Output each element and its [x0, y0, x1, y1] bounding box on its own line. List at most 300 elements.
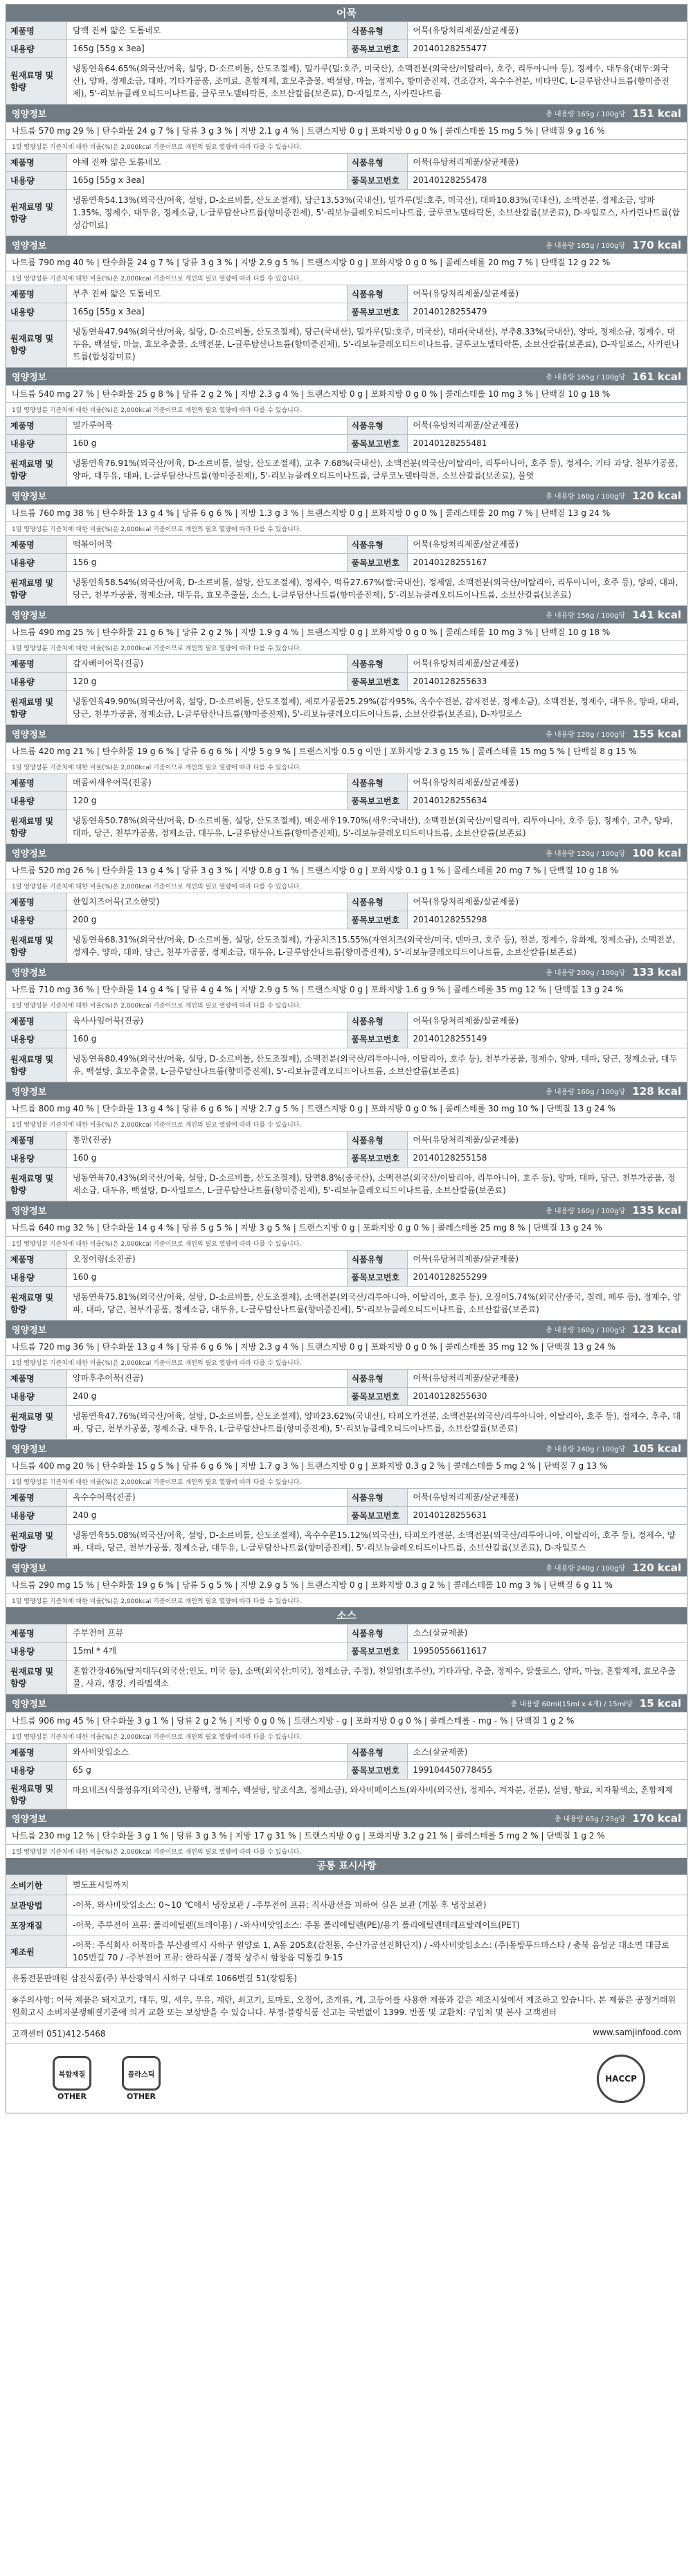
- content-row: [6, 672, 687, 690]
- common-value: -어묵: 주식회사 어묵마을 부산광역시 사하구 원양로 1, A동 205호(감천동, 수산가공선진화단지) / -와사비맛입소스: (주)동방푸드마스타 / 충북 음성군 대소면 대금로 105번길 70 / -주부전어 프뮤: 한라식품 / 경북 상주시 함창읍 덕통길 9-15: [73, 1940, 669, 1962]
- product-label: 제품명: [6, 154, 67, 171]
- content-row: [6, 1761, 687, 1779]
- ingredients-text: 냉동연육47.76%(외국산/어육, 설탕, D-소르비톨, 산도조절제), 양파23.62%(국내산), 타피오카전분, 소맥전분(외국산/리투아니아, 이탈리아, 호주 등), 정제수, 후추, 대파, 당근, 천부가공품, 정제소금, 대두유, L-글루탐산나트륨(향미증진제), 5'-리보뉴클레오티드이나트륨, 소브산칼륨(보존료): [73, 1411, 681, 1433]
- ingredients-text: 냉동연육76.91%(외국산/어육, D-소르비톨, 설탕, 산도조절제), 고추 7.68%(국내산), 소맥전분(외국산/이탈리아, 리투아니아, 호주 등), 정제수, 기타 과당, 천부가공품, 양파, 대두유, 대파, L-글루탐산나트륨(향미증진제), 5'-리보뉴클레오티드이나트륨, 글루코노델타락톤, 소브산칼륨(보존료), 물엿: [73, 458, 678, 481]
- product-label: 제품명: [6, 1744, 67, 1761]
- common-label: 포장재질: [6, 1915, 67, 1935]
- ingredients-row: [6, 690, 687, 724]
- notice-text: ※주의사항: 어묵 제품은 돼지고기, 대두, 밀, 새우, 우유, 계란, 쇠고기, 토마토, 오징어, 조개류, 게, 고등어를 사용한 제품과 같은 제조시설에서 제조하고 있습니다. 본 제품은 공정거래위원회고시 소비자분쟁해결기준에 의거 교환 또는 보상받을 수 있습니다. 부정·불량식품 신고는 국번없이 1399. 반품 및 교환처: 구입처 및 본사 고객센터: [6, 1989, 687, 2023]
- product-row: [6, 893, 687, 911]
- content-row: [6, 1149, 687, 1167]
- nutrition-note: 1일 영양성분 기준치에 대한 비율(%)은 2,000kcal 기준이므로 개인의 필요 열량에 따라 다를 수 있습니다.: [6, 402, 687, 416]
- content-label: 내용량: [6, 435, 67, 452]
- ingredients-row: [6, 57, 687, 104]
- product-row: [6, 773, 687, 791]
- product-row: [6, 1012, 687, 1030]
- product-type: 어묵(유탕처리제품/살균제품): [413, 289, 519, 298]
- type-label: 식품유형: [347, 417, 408, 434]
- nutrition-note: 1일 영양성분 기준치에 대한 비율(%)은 2,000kcal 기준이므로 개인의 필요 열량에 따라 다를 수 있습니다.: [6, 521, 687, 535]
- nutrition-values: 나트륨 570 mg 29 % | 탄수화물 24 g 7 % | 당류 3 g 3 % | 지방 2.1 g 4 % | 트랜스지방 0 g | 포화지방 0 g 0 % | 콜레스테롤 15 mg 5 % | 단백질 9 g 16 %: [6, 122, 687, 139]
- haccp-icon: HACCP: [597, 2055, 645, 2103]
- product-report: 20140128255298: [413, 915, 487, 924]
- ingredients-text: 냉동연육68.31%(외국산/어육, D-소르비톨, 설탕, 산도조절제), 가공치즈15.55%(자연치즈(외국산/미국, 덴마크, 호주 등), 전분, 정제수, 유화제, 정제소금), 소맥전분, 정제수, 양파, 대파, 당근, 천부가공품, 정제소금, 대두유, L-글루탐산나트륨(향미증진제), 5'-리보뉴클레오티드이나트륨, 소브산칼륨(보존료): [73, 935, 676, 957]
- product-row: [6, 1488, 687, 1506]
- product-type: 어묵(유탕처리제품/살균제품): [413, 420, 519, 430]
- nutrition-values: 나트륨 420 mg 21 % | 탄수화물 19 g 6 % | 당류 6 g 6 % | 지방 5 g 9 % | 트랜스지방 0.5 g 이만 | 포화지방 2.3 g 15 % | 콜레스테롤 15 mg 5 % | 단백질 8 g 15 %: [6, 742, 687, 760]
- product-report: 20140128255299: [413, 1272, 487, 1282]
- product-type: 어묵(유탕처리제품/살균제품): [413, 1254, 519, 1264]
- ingredients-label: 원재료명 및 함량: [6, 691, 67, 724]
- nutrition-values: 나트륨 720 mg 36 % | 탄수화물 13 g 4 % | 당류 6 g 6 % | 지방 2.3 g 4 % | 트랜스지방 0 g | 포화지방 0 g 0 % | 콜레스테롤 35 mg 12 % | 단백질 13 g 24 %: [6, 1338, 687, 1355]
- sauce-section-title: 소스: [6, 1607, 687, 1624]
- ingredients-row: [6, 1405, 687, 1439]
- content-row: [6, 1268, 687, 1286]
- nutrition-title: 영양정보: [12, 611, 47, 621]
- product-name: 부추 진짜 얇은 도톰네모: [73, 289, 161, 298]
- content-label: 내용량: [6, 303, 67, 321]
- type-label: 식품유형: [347, 1625, 408, 1642]
- common-label: 제조원: [6, 1935, 67, 1967]
- nutrition-kcal: 133 kcal: [632, 965, 681, 978]
- nutrition-values: 나트륨 490 mg 25 % | 탄수화물 21 g 6 % | 당류 2 g 2 % | 지방 1.9 g 4 % | 트랜스지방 0 g | 포화지방 0 g 0 % | 콜레스테롤 10 mg 3 % | 단백질 10 g 18 %: [6, 623, 687, 641]
- content-row: [6, 303, 687, 321]
- product-name: 주부전어 프뮤: [73, 1628, 124, 1638]
- content-row: [6, 1506, 687, 1524]
- common-value: -어묵, 와사비맛입소스: 0~10 ℃에서 냉장보관 / -주부전어 프뮤: 직사광선을 피하여 실온 보관 (개봉 후 냉장보관): [73, 1900, 487, 1910]
- ingredients-row: [6, 189, 687, 235]
- nutrition-basis: 총 내용량 240g / 100g당: [546, 1565, 626, 1573]
- content-label: 내용량: [6, 1150, 67, 1167]
- nutrition-header: [6, 1809, 687, 1827]
- product-block: [6, 1743, 687, 1858]
- nutrition-values: 나트륨 400 mg 20 % | 탄수화물 15 g 5 % | 당류 6 g 6 % | 지방 1.7 g 3 % | 트랜스지방 0 g | 포화지방 0.3 g 2 % | 콜레스테롤 5 mg 2 % | 단백질 7 g 13 %: [6, 1457, 687, 1474]
- product-type: 어묵(유탕처리제품/살균제품): [413, 778, 519, 787]
- nutrition-title: 영양정보: [12, 1814, 47, 1825]
- product-label: 제품명: [6, 536, 67, 553]
- ingredients-label: 원재료명 및 함량: [6, 58, 67, 104]
- report-label: 품목보고번호: [347, 554, 408, 571]
- product-row: [6, 1743, 687, 1761]
- product-report: 20140128255634: [413, 796, 487, 805]
- report-label: 품목보고번호: [347, 1388, 408, 1405]
- report-label: 품목보고번호: [347, 1150, 408, 1167]
- nutrition-title: 영양정보: [12, 849, 47, 859]
- product-block: [6, 535, 687, 654]
- product-report: 20140128255481: [413, 438, 487, 448]
- nutrition-kcal: 105 kcal: [632, 1442, 681, 1455]
- content-row: [6, 171, 687, 189]
- product-content: 120 g: [73, 677, 97, 686]
- nutrition-basis: 총 내용량 60ml(15ml x 4개) / 15ml당: [510, 1701, 633, 1708]
- content-row: [6, 39, 687, 57]
- nutrition-basis: 총 내용량 65g / 25g당: [554, 1816, 626, 1823]
- nutrition-values: 나트륨 790 mg 40 % | 탄수화물 24 g 7 % | 당류 3 g 3 % | 지방 2.9 g 5 % | 트랜스지방 0 g | 포화지방 0 g 0 % | 콜레스테롤 20 mg 7 % | 단백질 12 g 22 %: [6, 253, 687, 271]
- ingredients-label: 원재료명 및 함량: [6, 1048, 67, 1082]
- type-label: 식품유형: [347, 893, 408, 911]
- product-content: 160 g: [73, 1153, 97, 1163]
- product-type: 어묵(유탕처리제품/살균제품): [413, 1373, 519, 1383]
- nutrition-values: 나트륨 760 mg 38 % | 탄수화물 13 g 4 % | 당류 6 g 6 % | 지방 1.3 g 3 % | 트랜스지방 0 g | 포화지방 0 g 0 % | 콜레스테롤 20 mg 7 % | 단백질 13 g 24 %: [6, 504, 687, 521]
- nutrition-header: [6, 843, 687, 861]
- ingredients-text: 냉동연육75.81%(외국산/어육, 설탕, D-소르비톨, 산도조절제), 소맥전분(외국산/리투아니아, 이탈리아, 호주 등), 오징어5.74%(외국산/중국, 칠레, 페루 등), 정제수, 양파, 대파, 당근, 천부가공품, 정제소금, 대두유, L-글루탐산나트륨(향미증진제), 5'-리보뉴클레오티드이나트륨, 소브산칼륨(보존료): [73, 1292, 681, 1314]
- recycle-icon: 플라스틱 OTHER: [117, 2056, 165, 2101]
- product-block: [6, 1131, 687, 1250]
- content-row: [6, 1642, 687, 1660]
- nutrition-note: 1일 영양성분 기준치에 대한 비율(%)은 2,000kcal 기준이므로 개인의 필요 열량에 따라 다를 수 있습니다.: [6, 1117, 687, 1131]
- product-block: [6, 1369, 687, 1488]
- product-content: 165g [55g x 3ea]: [73, 307, 145, 316]
- product-report: 20140128255631: [413, 1510, 487, 1520]
- nutrition-kcal: 170 kcal: [632, 1812, 681, 1825]
- nutrition-title: 영양정보: [12, 1699, 47, 1710]
- nutrition-header: [6, 367, 687, 385]
- nutrition-kcal: 100 kcal: [632, 846, 681, 859]
- content-label: 내용량: [6, 911, 67, 929]
- product-type: 소스(살균제품): [413, 1747, 468, 1757]
- product-label: 제품명: [6, 1132, 67, 1149]
- nutrition-note: 1일 영양성분 기준치에 대한 비율(%)은 2,000kcal 기준이므로 개인의 필요 열량에 따라 다를 수 있습니다.: [6, 271, 687, 285]
- report-label: 품목보고번호: [347, 1030, 408, 1048]
- common-row: [6, 1915, 687, 1935]
- product-type: 어묵(유탕처리제품/살균제품): [413, 1492, 519, 1502]
- content-label: 내용량: [6, 554, 67, 571]
- product-block: [6, 21, 687, 153]
- content-row: [6, 911, 687, 929]
- type-label: 식품유형: [347, 536, 408, 553]
- ingredients-row: [6, 1286, 687, 1320]
- ingredients-row: [6, 452, 687, 486]
- nutrition-values: 나트륨 710 mg 36 % | 탄수화물 14 g 4 % | 당류 4 g 4 % | 지방 2.9 g 5 % | 트랜스지방 0 g | 포화지방 1.6 g 9 % | 콜레스테롤 35 mg 12 % | 단백질 13 g 24 %: [6, 981, 687, 998]
- nutrition-note: 1일 영양성분 기준치에 대한 비율(%)은 2,000kcal 기준이므로 개인의 필요 열량에 따라 다를 수 있습니다.: [6, 1474, 687, 1488]
- nutrition-basis: 총 내용량 160g / 100g당: [546, 1327, 626, 1334]
- product-row: [6, 21, 687, 39]
- nutrition-kcal: 170 kcal: [632, 238, 681, 251]
- product-content: 160 g: [73, 438, 97, 448]
- nutrition-note: 1일 영양성분 기준치에 대한 비율(%)은 2,000kcal 기준이므로 개인의 필요 열량에 따라 다를 수 있습니다.: [6, 1236, 687, 1250]
- product-block: [6, 1012, 687, 1131]
- product-label: 제품명: [6, 285, 67, 303]
- product-name: 감자베이어묵(진공): [73, 659, 144, 668]
- product-report: 20140128255479: [413, 307, 487, 316]
- nutrition-note: 1일 영양성분 기준치에 대한 비율(%)은 2,000kcal 기준이므로 개인의 필요 열량에 따라 다를 수 있습니다.: [6, 1593, 687, 1607]
- nutrition-title: 영양정보: [12, 1564, 47, 1574]
- content-label: 내용량: [6, 172, 67, 189]
- product-report: 20140128255477: [413, 44, 487, 53]
- product-content: 240 g: [73, 1391, 97, 1401]
- nutrition-header: [6, 486, 687, 504]
- product-name: 야채 진짜 얇은 도톰네모: [73, 157, 161, 167]
- type-label: 식품유형: [347, 655, 408, 672]
- content-row: [6, 1030, 687, 1048]
- ingredients-text: 냉동연육54.13%(외국산/어육, 설탕, D-소르비톨, 산도조절제), 당근13.53%(국내산), 밀가루(밀:호주, 미국산), 대파10.83%(국내산), 소맥전분, 정제소금, 양파1.35%, 정제수, 대두유, 정제소금, L-글루탐산나트륨(향미증진제), 5'-리보뉴클레오티드이나트륨, 글루코노델타락톤, 소브산칼륨(보존료), D-자일로스, 사카린나트륨(합성감미료): [73, 195, 680, 230]
- common-value: -어묵, 주부전어 프뮤: 폴리에틸렌(트레이용) / -와사비맛입소스: 주몽 폴리에틸렌(PE)/용기 폴리에틸렌테레프탈레이트(PET): [73, 1920, 520, 1930]
- content-label: 내용량: [6, 1269, 67, 1286]
- product-type: 어묵(유탕처리제품/살균제품): [413, 26, 519, 35]
- fish-product-list: [6, 21, 687, 1607]
- report-label: 품목보고번호: [347, 792, 408, 810]
- nutrition-header: [6, 104, 687, 122]
- ingredients-text: 냉동연육55.08%(외국산/어육, 설탕, D-소르비톨, 산도조절제), 옥수수콘15.12%(외국산), 타피오카전분, 소맥전분(외국산/리투아니아, 이탈리아, 호주 등), 정제수, 양파, 대파, 당근, 천부가공품, 정제소금, 대두유, L-글루탐산나트륨(향미증진제), 5'-리보뉴클레오티드이나트륨, 소브산칼륨(보존료), D-자일로스: [73, 1530, 676, 1553]
- nutrition-basis: 총 내용량 120g / 100g당: [546, 731, 626, 739]
- nutrition-title: 영양정보: [12, 1325, 47, 1336]
- nutrition-basis: 총 내용량 156g / 100g당: [546, 612, 626, 620]
- nutrition-basis: 총 내용량 165g / 100g당: [546, 111, 626, 118]
- type-label: 식품유형: [347, 22, 408, 39]
- content-label: 내용량: [6, 40, 67, 57]
- ingredients-label: 원재료명 및 함량: [6, 190, 67, 235]
- nutrition-basis: 총 내용량 240g / 100g당: [546, 1446, 626, 1454]
- type-label: 식품유형: [347, 1012, 408, 1030]
- report-label: 품목보고번호: [347, 1269, 408, 1286]
- nutrition-values: 나트륨 230 mg 12 % | 탄수화물 3 g 1 % | 당류 3 g 3 % | 지방 17 g 31 % | 트랜스지방 0 g | 포화지방 3.2 g 21 % | 콜레스테롤 5 mg 2 % | 단백질 1 g 2 %: [6, 1827, 687, 1844]
- ingredients-row: [6, 1779, 687, 1809]
- product-label: 제품명: [6, 22, 67, 39]
- report-label: 품목보고번호: [347, 911, 408, 929]
- nutrition-title: 영양정보: [12, 1206, 47, 1217]
- nutrition-values: 나트륨 640 mg 32 % | 탄수화물 14 g 4 % | 당류 5 g 5 % | 지방 3 g 5 % | 트랜스지방 0 g | 포화지방 0 g 0 % | 콜레스테롤 25 mg 8 % | 단백질 13 g 24 %: [6, 1219, 687, 1236]
- sauce-product-list: [6, 1624, 687, 1858]
- product-block: [6, 1488, 687, 1607]
- nutrition-header: [6, 605, 687, 623]
- product-block: [6, 1250, 687, 1369]
- product-name: 담백 진짜 얇은 도톰네모: [73, 26, 161, 35]
- nutrition-basis: 총 내용량 200g / 100g당: [546, 969, 626, 977]
- product-label: 제품명: [6, 655, 67, 672]
- product-row: [6, 285, 687, 303]
- nutrition-basis: 총 내용량 120g / 100g당: [546, 850, 626, 858]
- ingredients-row: [6, 929, 687, 963]
- product-report: 20140128255149: [413, 1034, 487, 1044]
- ingredients-text: 마요네즈(식물성유지(외국산), 난황액, 정제수, 백설탕, 양조식초, 정제소금), 와사비페이스트(와사비(외국산), 정제수, 겨자분, 전분), 설탕, 향료, 치자황색소, 혼합제제: [73, 1785, 673, 1795]
- nutrition-values: 나트륨 540 mg 27 % | 탄수화물 25 g 8 % | 당류 2 g 2 % | 지방 2.3 g 4 % | 트랜스지방 0 g | 포화지방 0 g 0 % | 콜레스테롤 10 mg 3 % | 단백질 10 g 18 %: [6, 385, 687, 402]
- distributor-text: 유통전문판매원 삼진식품(주) 부산광역시 사하구 다대로 1066번길 51(장림동): [6, 1967, 687, 1989]
- ingredients-text: 냉동연육80.49%(외국산/어육, 설탕, D-소르비톨, 산도조절제), 소맥전분(외국산/리투아니아, 이탈리아, 호주 등), 천부가공품, 정제수, 양파, 대파, 당근, 정제소금, 대두유, 백설탕, 효모추출물, L-글루탐산나트륨(향미증진제), 5'-리보뉴클레오티드이나트륨, 소브산칼륨(보존료): [73, 1054, 678, 1076]
- nutrition-values: 나트륨 290 mg 15 % | 탄수화물 19 g 6 % | 당류 5 g 5 % | 지방 2.9 g 5 % | 트랜스지방 0 g | 포화지방 0.3 g 2 % | 콜레스테롤 10 mg 3 % | 단백질 6 g 11 %: [6, 1576, 687, 1593]
- content-label: 내용량: [6, 673, 67, 690]
- product-block: [6, 416, 687, 535]
- common-section-title: 공통 표시사항: [6, 1858, 687, 1875]
- product-content: 240 g: [73, 1510, 97, 1520]
- ingredients-label: 원재료명 및 함량: [6, 321, 67, 367]
- nutrition-note: 1일 영양성분 기준치에 대한 비율(%)은 2,000kcal 기준이므로 개인의 필요 열량에 따라 다를 수 있습니다.: [6, 1729, 687, 1743]
- ingredients-label: 원재료명 및 함량: [6, 1525, 67, 1558]
- nutrition-kcal: 15 kcal: [639, 1697, 681, 1710]
- product-label: 제품명: [6, 774, 67, 791]
- nutrition-header: [6, 1558, 687, 1576]
- nutrition-note: 1일 영양성분 기준치에 대한 비율(%)은 2,000kcal 기준이므로 개인의 필요 열량에 따라 다를 수 있습니다.: [6, 760, 687, 773]
- nutrition-header: [6, 1320, 687, 1338]
- nutrition-kcal: 120 kcal: [632, 1561, 681, 1574]
- ingredients-label: 원재료명 및 함량: [6, 1780, 67, 1809]
- type-label: 식품유형: [347, 1744, 408, 1761]
- product-report: 20140128255633: [413, 677, 487, 686]
- nutrition-title: 영양정보: [12, 373, 47, 383]
- product-block: [6, 654, 687, 773]
- content-row: [6, 553, 687, 571]
- content-label: 내용량: [6, 1388, 67, 1405]
- report-label: 품목보고번호: [347, 435, 408, 452]
- product-content: 65 g: [73, 1765, 91, 1775]
- ingredients-text: 냉동연육64.65%(외국산/어육, 설탕, D-소르비톨, 산도조절제), 밀가루(밀:호주, 미국산), 소맥전분(외국산/이탈리아, 호주, 리투아니아 등), 정제수, 대두유(대두:외국산), 양파, 정제소금, 대파, 기타가공품, 조미료, 혼합제제, 효모추출물, 백설탕, 마늘, 정제수, 향미증진제, 건조감자, 옥수수전분, 비타민C, L-글루탐산나트륨(향미증진제), 5'-리보뉴클레오티드이나트륨, 글루코노델타락톤, 소브산칼륨(보존료), D-자일로스, 사카린나트륨: [73, 64, 669, 98]
- product-row: [6, 153, 687, 171]
- content-label: 내용량: [6, 1643, 67, 1660]
- nutrition-kcal: 161 kcal: [632, 370, 681, 383]
- product-block: [6, 1624, 687, 1743]
- ingredients-row: [6, 810, 687, 843]
- content-label: 내용량: [6, 1507, 67, 1524]
- product-content: 156 g: [73, 557, 97, 567]
- product-content: 165g [55g x 3ea]: [73, 175, 145, 185]
- product-label: 제품명: [6, 893, 67, 911]
- ingredients-label: 원재료명 및 함량: [6, 453, 67, 486]
- product-row: [6, 1624, 687, 1642]
- product-row: [6, 1131, 687, 1149]
- nutrition-title: 영양정보: [12, 968, 47, 978]
- product-report: 20140128255478: [413, 175, 487, 185]
- product-block: [6, 893, 687, 1012]
- ingredients-label: 원재료명 및 함량: [6, 929, 67, 963]
- product-row: [6, 1369, 687, 1387]
- nutrition-values: 나트륨 906 mg 45 % | 탄수화물 3 g 1 % | 당류 2 g 2 % | 지방 0 g 0 % | 트랜스지방 - g | 포화지방 0 g 0 % | 콜레스테롤 - mg - % | 단백질 1 g 2 %: [6, 1712, 687, 1729]
- product-content: 165g [55g x 3ea]: [73, 44, 145, 53]
- product-name: 와사비맛입소스: [73, 1747, 129, 1757]
- nutrition-basis: 총 내용량 165g / 100g당: [546, 374, 626, 382]
- common-label: 보관방법: [6, 1895, 67, 1915]
- report-label: 품목보고번호: [347, 40, 408, 57]
- nutrition-header: [6, 1439, 687, 1457]
- report-label: 품목보고번호: [347, 1762, 408, 1779]
- product-block: [6, 773, 687, 893]
- customer-center: 고객센터 051)412-5468: [12, 2029, 106, 2039]
- nutrition-header: [6, 235, 687, 253]
- nutrition-basis: 총 내용량 165g / 100g당: [546, 242, 626, 250]
- nutrition-values: 나트륨 800 mg 40 % | 탄수화물 13 g 4 % | 당류 6 g 6 % | 지방 2.7 g 5 % | 트랜스지방 0 g | 포화지방 0 g 0 % | 콜레스테롤 30 mg 10 % | 단백질 13 g 24 %: [6, 1100, 687, 1117]
- nutrition-kcal: 135 kcal: [632, 1204, 681, 1217]
- product-label: 제품명: [6, 1012, 67, 1030]
- common-label: 소비기한: [6, 1875, 67, 1895]
- ingredients-label: 원재료명 및 함량: [6, 1287, 67, 1320]
- type-label: 식품유형: [347, 1251, 408, 1268]
- ingredients-row: [6, 1524, 687, 1558]
- nutrition-kcal: 151 kcal: [632, 107, 681, 120]
- ingredients-label: 원재료명 및 함량: [6, 1406, 67, 1439]
- nutrition-values: 나트륨 520 mg 26 % | 탄수화물 13 g 4 % | 당류 3 g 3 % | 지방 0.8 g 1 % | 트랜스지방 0 g | 포화지방 0.1 g 1 % | 콜레스테롤 20 mg 7 % | 단백질 10 g 18 %: [6, 861, 687, 879]
- nutrition-kcal: 123 kcal: [632, 1323, 681, 1336]
- nutrition-kcal: 155 kcal: [632, 727, 681, 740]
- content-row: [6, 434, 687, 452]
- nutrition-header: [6, 1082, 687, 1100]
- nutrition-basis: 총 내용량 160g / 100g당: [546, 1089, 626, 1096]
- ingredients-text: 냉동연육58.54%(외국산/어육, D-소르비톨, 설탕, 산도조절제), 정제수, 떡류27.67%(쌀:국내산), 정제염, 소맥전분(외국산/이탈리아, 리투아니아, 호주 등), 양파, 대파, 당근, 천부가공품, 정제소금, 대두유, 효모추출물, 소스, L-글루탐산나트륨(향미증진제), 5'-리보뉴클레오티드이나트륨, 소브산칼륨(보존료): [73, 578, 678, 600]
- ingredients-row: [6, 321, 687, 367]
- report-label: 품목보고번호: [347, 1507, 408, 1524]
- type-label: 식품유형: [347, 1132, 408, 1149]
- common-row: [6, 1935, 687, 1967]
- nutrition-header: [6, 963, 687, 981]
- label-document: [6, 4, 687, 2113]
- content-label: 내용량: [6, 1030, 67, 1048]
- contact-footer: [6, 2023, 687, 2043]
- product-report: 20140128255630: [413, 1391, 487, 1401]
- nutrition-title: 영양정보: [12, 730, 47, 740]
- website-link[interactable]: www.samjinfood.com: [593, 2028, 681, 2037]
- ingredients-text: 냉동연육49.90%(외국산/어육, 설탕, D-소르비톨, 산도조절제), 세로가공품25.29%(감자95%, 옥수수전분, 감자전분, 정제소금), 소맥전분, 정제수, 대두유, 양파, 대파, 당근, 천부가공품, 정제소금, L-글루탐산나트륨(향미증진제), 5'-리보뉴클레오티드이나트륨, 소브산칼륨(보존료), D-자일로스: [73, 697, 679, 719]
- nutrition-kcal: 128 kcal: [632, 1084, 681, 1098]
- product-type: 어묵(유탕처리제품/살균제품): [413, 157, 519, 167]
- type-label: 식품유형: [347, 774, 408, 791]
- product-type: 어묵(유탕처리제품/살균제품): [413, 897, 519, 906]
- product-content: 160 g: [73, 1034, 97, 1044]
- nutrition-kcal: 120 kcal: [632, 489, 681, 502]
- report-label: 품목보고번호: [347, 303, 408, 321]
- nutrition-title: 영양정보: [12, 1444, 47, 1455]
- ingredients-text: 냉동연육47.94%(외국산/어육, 설탕, D-소르비톨, 산도조절제), 당근(국내산), 밀가루(밀:호주, 미국산), 대파(국내산), 부추8.33%(국내산), 양파, 정제소금, 정제수, 대두유, 백설탕, 마늘, 효모추출물, 소맥전분, L-글루탐산나트륨(향미증진제), 5'-리보뉴클레오티드이나트륨, 글루코노델타락톤, 소브산칼륨(보존료), D-자일로스, 사카린나트륨(합성감미료): [73, 327, 680, 361]
- product-report: 20140128255167: [413, 557, 487, 567]
- ingredients-text: 혼합간장46%(탈지대두(외국산:인도, 미국 등), 소맥(외국산:미국), 정제소금, 주정), 천일염(호주산), 기타과당, 추출, 정제수, 알룰로스, 양파, 마늘, 혼합제제, 효모추출물, 사과, 생강, 카라멜색소: [73, 1666, 676, 1688]
- product-report: 20140128255158: [413, 1153, 487, 1163]
- ingredients-label: 원재료명 및 함량: [6, 1168, 67, 1201]
- ingredients-row: [6, 1048, 687, 1082]
- report-label: 품목보고번호: [347, 1643, 408, 1660]
- product-type: 어묵(유탕처리제품/살균제품): [413, 1016, 519, 1026]
- common-value: 별도표시일까지: [73, 1880, 129, 1890]
- report-label: 품목보고번호: [347, 172, 408, 189]
- ingredients-label: 원재료명 및 함량: [6, 1661, 67, 1694]
- common-info-list: [6, 1875, 687, 1967]
- nutrition-note: 1일 영양성분 기준치에 대한 비율(%)은 2,000kcal 기준이므로 개인의 필요 열량에 따라 다를 수 있습니다.: [6, 1844, 687, 1858]
- nutrition-title: 영양정보: [12, 1087, 47, 1098]
- product-name: 옥수수어묵(진공): [73, 1492, 136, 1502]
- content-row: [6, 791, 687, 810]
- nutrition-note: 1일 영양성분 기준치에 대한 비율(%)은 2,000kcal 기준이므로 개인의 필요 열량에 따라 다를 수 있습니다.: [6, 879, 687, 893]
- product-name: 밀가루어묵: [73, 420, 113, 430]
- product-type: 어묵(유탕처리제품/살균제품): [413, 659, 519, 668]
- ingredients-label: 원재료명 및 함량: [6, 572, 67, 605]
- product-row: [6, 654, 687, 672]
- nutrition-basis: 총 내용량 160g / 100g당: [546, 1208, 626, 1215]
- nutrition-header: [6, 1694, 687, 1712]
- product-row: [6, 1250, 687, 1268]
- product-label: 제품명: [6, 1489, 67, 1506]
- product-type: 어묵(유탕처리제품/살균제품): [413, 1135, 519, 1145]
- type-label: 식품유형: [347, 1489, 408, 1506]
- product-report: 19950556611617: [413, 1646, 487, 1656]
- product-type: 소스(살균제품): [413, 1628, 468, 1638]
- product-content: 200 g: [73, 915, 97, 924]
- common-row: [6, 1875, 687, 1895]
- ingredients-text: 냉동연육70.43%(외국산/어육, 설탕, D-소르비톨, 산도조절제), 당면8.8%(중국산), 소맥전분(외국산/이탈리아, 리투아니아, 호주 등), 양파, 대파, 당근, 천부가공품, 정제소금, 대두유, 백설탕, D-자일로스, L-글루탐산나트륨(향미증진제), 5'-리보뉴클레오티드이나트륨, 소브산칼륨(보존료): [73, 1173, 676, 1195]
- product-block: [6, 285, 687, 416]
- recycle-marks: [48, 2056, 165, 2101]
- content-label: 내용량: [6, 1762, 67, 1779]
- product-name: 통만(진공): [73, 1135, 111, 1145]
- nutrition-note: 1일 영양성분 기준치에 대한 비율(%)은 2,000kcal 기준이므로 개인의 필요 열량에 따라 다를 수 있습니다.: [6, 998, 687, 1012]
- nutrition-note: 1일 영양성분 기준치에 대한 비율(%)은 2,000kcal 기준이므로 개인의 필요 열량에 따라 다를 수 있습니다.: [6, 139, 687, 153]
- product-label: 제품명: [6, 417, 67, 434]
- nutrition-note: 1일 영양성분 기준치에 대한 비율(%)은 2,000kcal 기준이므로 개인의 필요 열량에 따라 다를 수 있습니다.: [6, 1355, 687, 1369]
- ingredients-row: [6, 1167, 687, 1201]
- product-block: [6, 153, 687, 285]
- nutrition-title: 영양정보: [12, 241, 47, 251]
- ingredients-row: [6, 571, 687, 605]
- common-row: [6, 1895, 687, 1915]
- product-label: 제품명: [6, 1370, 67, 1387]
- product-name: 양파후추어묵(진공): [73, 1373, 144, 1383]
- nutrition-header: [6, 724, 687, 742]
- product-name: 떡볶이어묵: [73, 539, 113, 549]
- certification-icons: [6, 2043, 687, 2113]
- product-type: 어묵(유탕처리제품/살균제품): [413, 539, 519, 549]
